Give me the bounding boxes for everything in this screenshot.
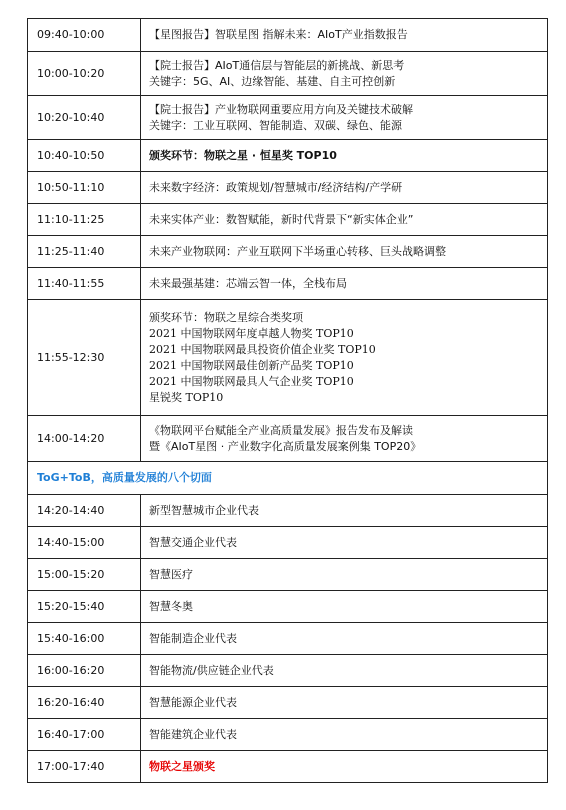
content-cell (141, 719, 548, 751)
content-cell (141, 204, 548, 236)
time-cell: 10:50-11:10 (28, 172, 141, 204)
section-title: ToG+ToB，高质量发展的八个切面 (28, 462, 548, 495)
time-cell: 11:25-11:40 (28, 236, 141, 268)
table-row (28, 204, 548, 236)
table-row (28, 559, 548, 591)
content-line: 智能建筑企业代表 (149, 727, 237, 741)
time-cell: 17:00-17:40 (28, 751, 141, 783)
table-row (28, 655, 548, 687)
time-cell: 14:20-14:40 (28, 495, 141, 527)
content-line: 【院士报告】产业物联网重要应用方向及关键技术破解 (149, 102, 413, 116)
content-line: 未来最强基建：芯端云智一体，全栈布局 (149, 276, 347, 290)
table-row (28, 527, 548, 559)
time-cell: 16:40-17:00 (28, 719, 141, 751)
content-line: 【星图报告】智联星图 指解未来：AIoT产业指数报告 (149, 28, 408, 41)
time-cell: 09:40-10:00 (28, 19, 141, 52)
content-line: 2021 中国物联网最具投资价值企业奖 TOP10 (149, 342, 376, 356)
content-line: 未来实体产业：数智赋能，新时代背景下“新实体企业” (149, 212, 414, 226)
content-line: 2021 中国物联网最具人气企业奖 TOP10 (149, 374, 354, 388)
content-cell (141, 268, 548, 300)
content-cell (141, 527, 548, 559)
table-row (28, 19, 548, 52)
schedule-table (27, 18, 548, 783)
table-row (28, 52, 548, 96)
table-row (28, 300, 548, 416)
content-line: 关键字：工业互联网、智能制造、双碳、绿色、能源 (149, 118, 402, 132)
time-cell: 10:00-10:20 (28, 52, 141, 96)
content-cell (141, 52, 548, 96)
content-cell (141, 236, 548, 268)
content-cell (141, 559, 548, 591)
table-row (28, 687, 548, 719)
content-line: 星锐奖 TOP10 (149, 390, 224, 404)
time-cell: 16:20-16:40 (28, 687, 141, 719)
table-row (28, 591, 548, 623)
content-line: 颁奖环节：物联之星综合类奖项 (149, 310, 303, 324)
time-cell: 14:00-14:20 (28, 416, 141, 462)
content-cell (141, 495, 548, 527)
time-cell: 11:55-12:30 (28, 300, 141, 416)
content-line: 未来产业物联网：产业互联网下半场重心转移、巨头战略调整 (149, 244, 446, 258)
time-cell: 16:00-16:20 (28, 655, 141, 687)
table-row (28, 719, 548, 751)
content-line: 【院士报告】AIoT通信层与智能层的新挑战、新思考 (149, 58, 405, 72)
table-row (28, 268, 548, 300)
content-cell (141, 140, 548, 172)
time-cell: 15:00-15:20 (28, 559, 141, 591)
table-row (28, 416, 548, 462)
table-row (28, 495, 548, 527)
table-row (28, 751, 548, 783)
content-cell (141, 300, 548, 416)
time-cell: 10:40-10:50 (28, 140, 141, 172)
content-cell (141, 623, 548, 655)
content-cell (141, 751, 548, 783)
time-cell: 15:20-15:40 (28, 591, 141, 623)
table-row (28, 236, 548, 268)
time-cell: 15:40-16:00 (28, 623, 141, 655)
content-line: 新型智慧城市企业代表 (149, 503, 259, 517)
content-cell (141, 172, 548, 204)
table-row (28, 623, 548, 655)
content-cell (141, 687, 548, 719)
time-cell: 11:10-11:25 (28, 204, 141, 236)
content-line: 暨《AIoT星图 · 产业数字化高质量发展案例集 TOP20》 (149, 439, 422, 453)
content-line: 2021 中国物联网最佳创新产品奖 TOP10 (149, 358, 354, 372)
content-cell (141, 19, 548, 52)
content-cell (141, 591, 548, 623)
table-row (28, 140, 548, 172)
content-line: 物联之星颁奖 (149, 759, 215, 773)
content-line: 智能制造企业代表 (149, 631, 237, 645)
time-cell: 14:40-15:00 (28, 527, 141, 559)
table-row (28, 172, 548, 204)
time-cell: 11:40-11:55 (28, 268, 141, 300)
section-row (28, 462, 548, 495)
content-line: 智慧交通企业代表 (149, 535, 237, 549)
content-line: 《物联网平台赋能全产业高质量发展》报告发布及解读 (149, 423, 413, 437)
content-cell (141, 96, 548, 140)
content-line: 2021 中国物联网年度卓越人物奖 TOP10 (149, 326, 354, 340)
content-line: 智能物流/供应链企业代表 (149, 663, 274, 677)
content-cell (141, 416, 548, 462)
table-row (28, 96, 548, 140)
content-line: 关键字：5G、AI、边缘智能、基建、自主可控创新 (149, 74, 396, 88)
content-line: 颁奖环节：物联之星 · 恒星奖 TOP10 (149, 148, 337, 162)
content-cell (141, 655, 548, 687)
content-line: 智慧能源企业代表 (149, 695, 237, 709)
content-line: 智慧医疗 (149, 567, 193, 581)
content-line: 智慧冬奥 (149, 599, 193, 613)
time-cell: 10:20-10:40 (28, 96, 141, 140)
content-line: 未来数字经济：政策规划/智慧城市/经济结构/产学研 (149, 180, 403, 194)
